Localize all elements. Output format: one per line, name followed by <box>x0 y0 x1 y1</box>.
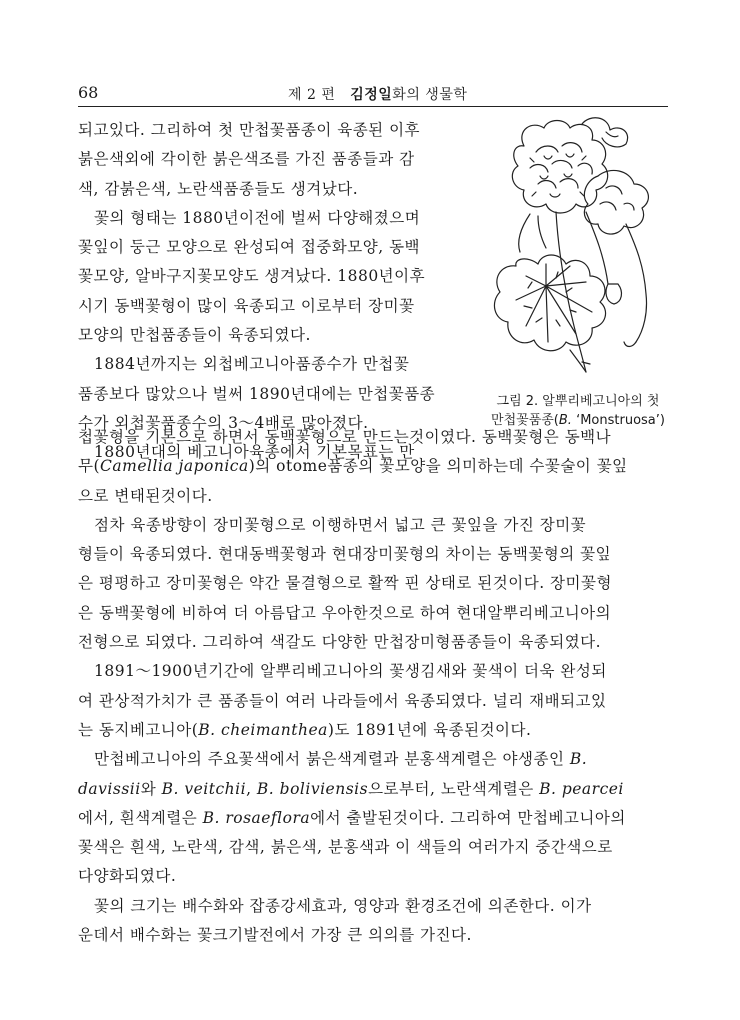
text-line: 여 관상적가치가 큰 품종들이 여러 나라들에서 육종되였다. 널리 재배되고있 <box>78 691 607 710</box>
text-line: 만첩베고니아의 주요꽃색에서 붉은색계렬과 분홍색계렬은 야생종인 B. <box>78 750 588 769</box>
narrow-column <box>78 116 478 468</box>
figure <box>486 116 670 430</box>
wide-column <box>78 423 668 950</box>
text-line: 전형으로 되였다. 그리하여 색갈도 다양한 만첩장미형품종들이 육종되였다. <box>78 633 602 652</box>
text-line: 되고있다. 그리하여 첫 만첩꽃품종이 육종된 이후 <box>78 121 421 139</box>
running-header <box>78 82 668 107</box>
text-line: 1884년까지는 외첩베고니아품종수가 만첩꽃 <box>78 355 410 374</box>
text-line: 무(Camellia japonica)의 otome품종의 꽃모양을 의미하는데 수꽃술이 꽃잎 <box>78 457 628 476</box>
caption-species: B. <box>558 413 572 428</box>
text-line: 시기 동백꽃형이 많이 육종되고 이로부터 장미꽃 <box>78 296 415 315</box>
caption-text: 만첩꽃품종( <box>491 413 559 428</box>
text-line: 첩꽃형을 기본으로 하면서 동백꽃형으로 만드는것이였다. 동백꽃형은 동백나 <box>78 428 612 446</box>
text-line: 는 동지베고니아(B. cheimanthea)도 1891년에 육종된것이다. <box>78 720 532 739</box>
text-line: 붉은색외에 각이한 붉은색조를 가진 품종들과 감 <box>78 150 415 169</box>
text-line: 1891～1900년기간에 알뿌리베고니아의 꽃생김새와 꽃색이 더욱 완성되 <box>78 662 607 681</box>
text-line: 은 평평하고 장미꽃형은 약간 물결형으로 활짝 핀 상태로 된것이다. 장미꽃형 <box>78 574 612 593</box>
running-title <box>288 84 467 104</box>
text-line: 1880년대의 베고니아육종에서 기본목표는 만 <box>78 443 415 462</box>
caption-cultivar: ‘Monstruosa’) <box>571 413 665 428</box>
text-line: 은 동백꽃형에 비하여 더 아름답고 우아한것으로 하여 현대알뿌리베고니아의 <box>78 603 612 622</box>
part-label: 제 2 편 <box>288 87 336 103</box>
text-line: 에서, 흰색계렬은 B. rosaeflora에서 출발된것이다. 그리하여 만첩베고니아의 <box>78 808 626 827</box>
text-line: 운데서 배수화는 꽃크기발전에서 가장 큰 의의를 가진다. <box>78 926 472 945</box>
text-line: 꽃색은 흰색, 노란색, 감색, 붉은색, 분홍색과 이 색들의 여러가지 중간색으로 <box>78 838 613 857</box>
text-line: 꽃모양, 알바구지꽃모양도 생겨났다. 1880년이후 <box>78 267 426 286</box>
text-line: 품종보다 많았으나 벌써 1890년대에는 만첩꽃품종 <box>78 384 436 403</box>
text-line: 꽃의 크기는 배수화와 잡종강세효과, 영양과 환경조건에 의존한다. 이가 <box>78 896 592 915</box>
text-line: 모양의 만첩품종들이 육종되였다. <box>78 326 311 345</box>
text-line: 다양화되였다. <box>78 867 177 886</box>
text-line: 꽃잎이 둥근 모양으로 완성되여 접중화모양, 동백 <box>78 238 421 257</box>
title-rest: 화의 생물학 <box>392 87 468 103</box>
text-line: 점차 육종방향이 장미꽃형으로 이행하면서 넓고 큰 꽃잎을 가진 장미꽃 <box>78 515 587 534</box>
text-line: 색, 감붉은색, 노란색품종들도 생겨났다. <box>78 179 359 198</box>
text-line: 수가 외첩꽃품종수의 3～4배로 많아졌다. <box>78 413 369 432</box>
text-line: davissii와 B. veitchii, B. boliviensis으로부터, 노란색계렬은 B. pearcei <box>78 779 624 798</box>
text-line: 으로 변태된것이다. <box>78 486 213 505</box>
text-line: 형들이 육종되였다. 현대동백꽃형과 현대장미꽃형의 차이는 동백꽃형의 꽃잎 <box>78 545 612 564</box>
caption-line-1: 그림 2. 알뿌리베고니아의 첫 <box>496 394 660 409</box>
begonia-illustration <box>486 116 666 378</box>
page-number: 68 <box>78 83 99 102</box>
text-line: 꽃의 형태는 1880년이전에 벌써 다양해졌으며 <box>78 208 421 227</box>
author-name: 김정일 <box>350 87 393 103</box>
